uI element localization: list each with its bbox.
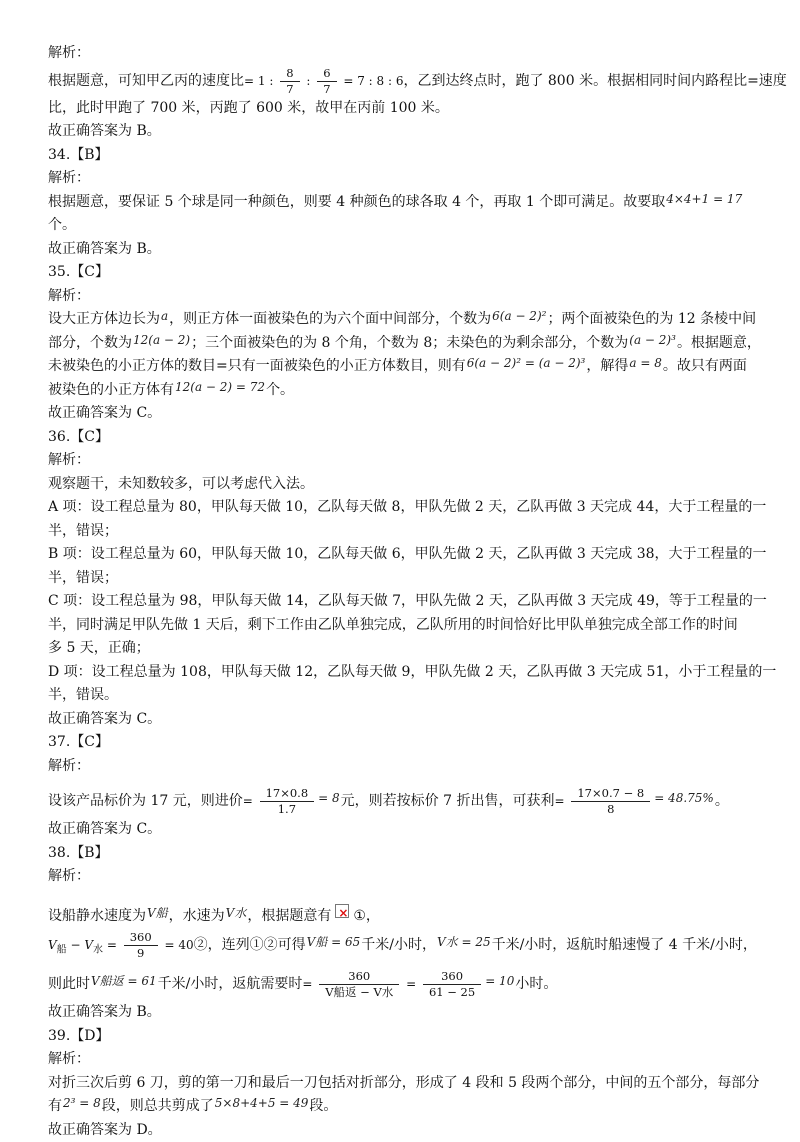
answer-line: 故正确答案为 B。 xyxy=(48,123,161,139)
math-expression: = 10 xyxy=(485,974,515,989)
text-span: 根据题意，可知甲乙丙的速度比 xyxy=(48,72,244,89)
fraction: $\frac{8}{7}$ xyxy=(280,66,299,97)
question-number: 35.【C】 xyxy=(48,264,109,280)
math-expression: 6(a − 2)² xyxy=(492,309,547,323)
math-expression: 12(a − 2) xyxy=(133,332,191,347)
math-expression: = $\frac{17\times 0.8}{1.7}$ xyxy=(243,794,317,808)
math-expression: V水 = 25 xyxy=(436,935,491,949)
math-expression: V船返 = 61 xyxy=(91,974,157,989)
math-expression: = $\frac{17\times 0.7 - 8}{8}$ xyxy=(554,794,653,808)
math-expression: = $\frac{360}{\text{V船返 − V水}}$ = $\frac{360}{61 - 25}$ xyxy=(302,977,484,991)
fraction: $\frac{17\times 0.7 - 8}{8}$ xyxy=(571,786,650,817)
math-expression: (a − 2)³ xyxy=(629,332,676,347)
text-span: 小时。 xyxy=(515,976,558,993)
question-number: 36.【C】 xyxy=(48,428,109,445)
text-span: ；两个面被染色的为 12 条棱中间 xyxy=(547,311,757,327)
question-number: 34.【B】 xyxy=(48,146,109,163)
text-line xyxy=(48,308,760,332)
math-expression: 12(a − 2) = 72 xyxy=(175,379,266,394)
text-span: 未被染色的小正方体的数目=只有一面被染色的小正方体数目，则有 xyxy=(48,358,466,374)
answer-line: 故正确答案为 B。 xyxy=(48,240,161,257)
math-expression: 4×4+1 = 17 xyxy=(666,191,743,206)
analysis-label: 解析： xyxy=(48,170,90,186)
text-span: 段，则总共剪成了 xyxy=(101,1098,214,1115)
math-expression: V水 xyxy=(225,905,247,920)
text-line xyxy=(48,65,787,97)
option-c-line: C 项：设工程总量为 98，甲队每天做 14，乙队每天做 7，甲队先做 2 天，乙队再做 3 天完成 49，等于工程量的一 xyxy=(48,593,767,609)
text-span: 千米/小时， xyxy=(361,937,436,953)
text-span: ，水速为 xyxy=(168,907,225,924)
text-span: 。故只有两面 xyxy=(662,358,747,374)
text-span: ①， xyxy=(353,907,380,924)
question-number: 37.【C】 xyxy=(48,734,109,750)
answer-line: 故正确答案为 C。 xyxy=(48,405,162,421)
math-expression: 6(a − 2)² = (a − 2)³ xyxy=(466,356,586,370)
fraction: $\frac{360}{61 - 25}$ xyxy=(423,969,481,1000)
analysis-label: 解析： xyxy=(48,45,90,61)
analysis-label: 解析： xyxy=(48,287,90,304)
text-line: 半，错误； xyxy=(48,522,118,539)
analysis-label: 解析： xyxy=(48,757,90,774)
text-line xyxy=(48,967,760,1001)
math-expression: a xyxy=(161,309,169,323)
text-span: 有 xyxy=(48,1098,62,1115)
text-span: 被染色的小正方体有 xyxy=(48,381,174,398)
option-b-line: B 项：设工程总量为 60，甲队每天做 10，乙队每天做 6，甲队先做 2 天，乙队再做 3 天完成 38，大于工程量的一 xyxy=(48,546,767,562)
option-a-line: A 项：设工程总量为 80，甲队每天做 10，乙队每天做 8，甲队先做 2 天，乙队再做 3 天完成 44，大于工程量的一 xyxy=(48,499,767,515)
math-expression: = 48.75% xyxy=(654,791,714,805)
answer-line: 故正确答案为 D。 xyxy=(48,1121,162,1138)
answer-line: 故正确答案为 C。 xyxy=(48,710,162,727)
text-span: ②，连列①②可得 xyxy=(193,937,306,953)
text-line xyxy=(48,191,760,215)
fraction: $\frac{6}{7}$ xyxy=(317,66,336,97)
math-expression: = 1 : $\frac{8}{7}$ : $\frac{6}{7}$ = 7 : 8 : 6 xyxy=(244,65,404,96)
math-expression: a = 8 xyxy=(629,356,662,370)
text-line xyxy=(48,889,760,929)
broken-image-icon xyxy=(335,904,349,918)
text-line: 半，错误； xyxy=(48,569,118,586)
answer-line: 故正确答案为 C。 xyxy=(48,821,162,837)
text-span: 元，则若按标价 7 折出售，可获利 xyxy=(340,793,555,809)
question-number: 39.【D】 xyxy=(48,1027,110,1044)
fraction: $\frac{360}{\text{V船返 − V水}}$ xyxy=(319,969,399,1000)
text-line xyxy=(48,778,760,818)
text-span: ，解得 xyxy=(586,358,629,374)
text-line xyxy=(48,355,760,379)
math-expression: 5×8+4+5 = 49 xyxy=(214,1096,309,1111)
fraction: $\frac{360}{9}$ xyxy=(124,930,158,961)
text-span: 根据题意，要保证 5 个球是同一种颜色，则要 4 种颜色的球各取 4 个，再取 1 个即可满足。故要取 xyxy=(48,193,666,210)
text-span: 。根据题意， xyxy=(676,334,761,351)
text-span: 部分，个数为 xyxy=(48,334,132,351)
text-line: 对折三次后剪 6 刀，剪的第一刀和最后一刀包括对折部分，形成了 4 段和 5 段两个部分，中间的五个部分，每部分 xyxy=(48,1074,760,1091)
math-expression: 2³ = 8 xyxy=(63,1096,101,1111)
text-line: 半，错误。 xyxy=(48,687,118,703)
text-line: 比，此时甲跑了 700 米，丙跑了 600 米，故甲在丙前 100 米。 xyxy=(48,99,449,116)
analysis-label: 解析： xyxy=(48,452,90,468)
solution-page xyxy=(48,42,787,1142)
option-d-line: D 项：设工程总量为 108，甲队每天做 12，乙队每天做 9，甲队先做 2 天，乙队再做 3 天完成 51，小于工程量的一 xyxy=(48,663,777,680)
analysis-label: 解析： xyxy=(48,1051,90,1068)
math-expression: = 8 xyxy=(318,791,340,805)
analysis-label: 解析： xyxy=(48,868,90,884)
text-line xyxy=(48,1095,760,1119)
text-span: 设该产品标价为 17 元，则进价 xyxy=(48,793,243,809)
text-span: 设大正方体边长为 xyxy=(48,311,160,327)
text-line xyxy=(48,379,760,403)
text-span: 。 xyxy=(714,793,729,809)
math-expression: V船 = 65 xyxy=(306,935,361,949)
text-span: 则此时 xyxy=(48,976,90,993)
text-span: 千米/小时，返航需要时 xyxy=(157,976,303,993)
text-line xyxy=(48,928,760,967)
question-number: 38.【B】 xyxy=(48,844,109,861)
fraction: $\frac{17\times 0.8}{1.7}$ xyxy=(260,786,315,817)
text-span: 设船静水速度为 xyxy=(48,907,146,924)
text-line: 个。 xyxy=(48,217,76,233)
text-span: ，则正方体一面被染色的为六个面中间部分，个数为 xyxy=(169,311,492,327)
text-span: 个。 xyxy=(266,381,295,398)
math-expression: V船 xyxy=(147,905,168,920)
text-line: 多 5 天，正确； xyxy=(48,640,150,656)
answer-line: 故正确答案为 B。 xyxy=(48,1004,161,1021)
text-span: ；三个面被染色的为 8 个角，个数为 8；未染色的为剩余部分，个数为 xyxy=(191,334,629,351)
text-span: 段。 xyxy=(309,1098,338,1115)
text-span: ，乙到达终点时，跑了 800 米。根据相同时间内路程比=速度 xyxy=(403,72,787,89)
math-expression: $V_船 - V_水$ = $\frac{360}{9}$ = 40 xyxy=(48,930,194,960)
text-line: 半，同时满足甲队先做 1 天后，剩下工作由乙队单独完成，乙队所用的时间恰好比甲队单独完成全部工作的时间 xyxy=(48,616,738,633)
text-line xyxy=(48,332,760,356)
text-line: 观察题干，未知数较多，可以考虑代入法。 xyxy=(48,475,314,492)
text-span: ，根据题意有 xyxy=(247,907,332,924)
text-span: 千米/小时，返航时船速慢了 4 千米/小时， xyxy=(491,937,757,953)
